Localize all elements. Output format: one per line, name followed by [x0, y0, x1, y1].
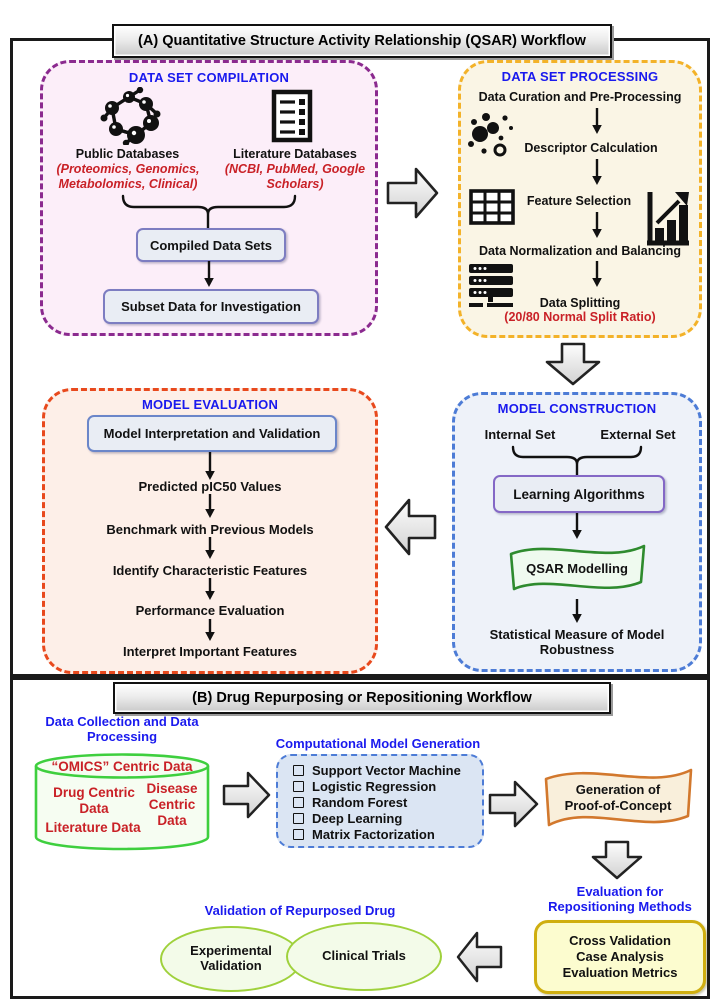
experimental-validation-ellipse: Experimental Validation — [160, 926, 302, 992]
evaluation-item: Case Analysis — [576, 949, 664, 965]
computational-methods-box — [276, 754, 484, 848]
molecule-network-icon — [95, 87, 163, 145]
processing-step: Data Normalization and Balancing — [478, 244, 682, 258]
checkbox-icon — [293, 765, 304, 776]
down-arrow-icon — [571, 513, 583, 539]
literature-databases-detail: (NCBI, PubMed, Google Scholars) — [224, 162, 366, 191]
checkbox-icon — [293, 797, 304, 808]
omics-cylinder — [33, 752, 211, 852]
method-label: Deep Learning — [312, 811, 403, 826]
method-label: Logistic Regression — [312, 779, 437, 794]
compilation-title: DATA SET COMPILATION — [128, 70, 290, 85]
data-set-processing-box — [458, 60, 702, 338]
processing-title: DATA SET PROCESSING — [501, 69, 659, 84]
arrow-processing-to-construction — [544, 342, 602, 386]
model-generation-title: Computational Model Generation — [275, 736, 481, 751]
clinical-trials-ellipse: Clinical Trials — [286, 922, 442, 991]
down-arrow-icon — [204, 619, 216, 641]
method-label: Matrix Factorization — [312, 827, 435, 842]
evaluation-metrics-box — [534, 920, 706, 994]
model-construction-box — [452, 392, 702, 672]
down-arrow-icon — [204, 452, 216, 480]
repositioning-evaluation-title: Evaluation for Repositioning Methods — [548, 884, 692, 915]
public-databases-detail: (Proteomics, Genomics, Metabolomics, Clinical) — [56, 162, 200, 191]
method-item — [293, 763, 461, 778]
method-label: Support Vector Machine — [312, 763, 461, 778]
down-arrow-icon — [204, 537, 216, 559]
model-evaluation-box — [42, 388, 378, 674]
processing-step: Data Curation and Pre-Processing — [478, 90, 682, 104]
qsar-modelling-label: QSAR Modelling — [526, 561, 628, 576]
down-arrow-icon — [203, 261, 215, 287]
data-collection-title: Data Collection and Data Processing — [45, 714, 199, 745]
evaluation-item: Cross Validation — [569, 933, 671, 949]
evaluation-item: Evaluation Metrics — [562, 964, 678, 980]
down-arrow-icon — [591, 108, 603, 134]
document-list-icon — [271, 89, 313, 143]
statistical-measure-label: Statistical Measure of Model Robustness — [489, 627, 665, 658]
method-item — [293, 811, 402, 826]
arrow-generation-to-proof — [488, 778, 540, 830]
split-ratio-note: (20/80 Normal Split Ratio) — [504, 310, 656, 324]
processing-step: Feature Selection — [526, 194, 632, 208]
processing-step: Data Splitting — [539, 296, 621, 310]
section-a-title: (A) Quantitative Structure Activity Relationship (QSAR) Workflow — [112, 24, 612, 58]
down-arrow-icon — [591, 159, 603, 185]
literature-data-label: Literature Data — [45, 820, 141, 835]
evaluation-step: Performance Evaluation — [135, 603, 285, 618]
checkbox-icon — [293, 829, 304, 840]
bar-chart-rising-icon — [645, 190, 691, 248]
method-item — [293, 795, 407, 810]
public-databases-label: Public Databases — [75, 147, 180, 161]
proof-of-concept-label: Generation of Proof-of-Concept — [564, 782, 672, 813]
model-interpretation-box: Model Interpretation and Validation — [87, 415, 337, 452]
down-arrow-icon — [204, 578, 216, 600]
checkbox-icon — [293, 813, 304, 824]
learning-algorithms-box: Learning Algorithms — [493, 475, 665, 513]
arrow-collection-to-generation — [222, 770, 272, 820]
omics-centric-label: “OMICS” Centric Data — [51, 759, 193, 774]
literature-databases-label: Literature Databases — [233, 147, 357, 161]
compilation-brace — [121, 194, 297, 230]
arrow-proof-to-evaluation — [590, 840, 644, 880]
evaluation-step: Benchmark with Previous Models — [106, 522, 314, 537]
processing-step: Descriptor Calculation — [524, 141, 658, 155]
construction-title: MODEL CONSTRUCTION — [497, 401, 657, 416]
external-set-label: External Set — [600, 427, 676, 442]
data-set-compilation-box — [40, 60, 378, 336]
validation-title: Validation of Repurposed Drug — [204, 903, 396, 918]
evaluation-step: Identify Characteristic Features — [112, 563, 308, 578]
construction-brace — [511, 445, 643, 477]
drug-centric-label: Drug Centric Data — [53, 785, 135, 816]
method-label: Random Forest — [312, 795, 408, 810]
down-arrow-icon — [591, 212, 603, 238]
method-item — [293, 779, 436, 794]
checkbox-icon — [293, 781, 304, 792]
section-b-title: (B) Drug Repurposing or Repositioning Workflow — [113, 682, 611, 714]
compiled-data-sets-box: Compiled Data Sets — [136, 228, 286, 262]
disease-centric-label: Disease Centric Data — [146, 781, 198, 828]
down-arrow-icon — [204, 494, 216, 518]
down-arrow-icon — [571, 599, 583, 623]
evaluation-title: MODEL EVALUATION — [141, 397, 279, 412]
arrow-construction-to-evaluation — [383, 494, 437, 560]
method-item — [293, 827, 435, 842]
proof-of-concept-flag — [540, 760, 696, 836]
arrow-evaluation-to-validation — [455, 928, 503, 986]
subset-data-box: Subset Data for Investigation — [103, 289, 319, 324]
evaluation-step: Interpret Important Features — [122, 644, 298, 659]
internal-set-label: Internal Set — [484, 427, 556, 442]
arrow-compilation-to-processing — [386, 164, 440, 222]
down-arrow-icon — [591, 261, 603, 287]
evaluation-step: Predicted pIC50 Values — [138, 479, 282, 494]
